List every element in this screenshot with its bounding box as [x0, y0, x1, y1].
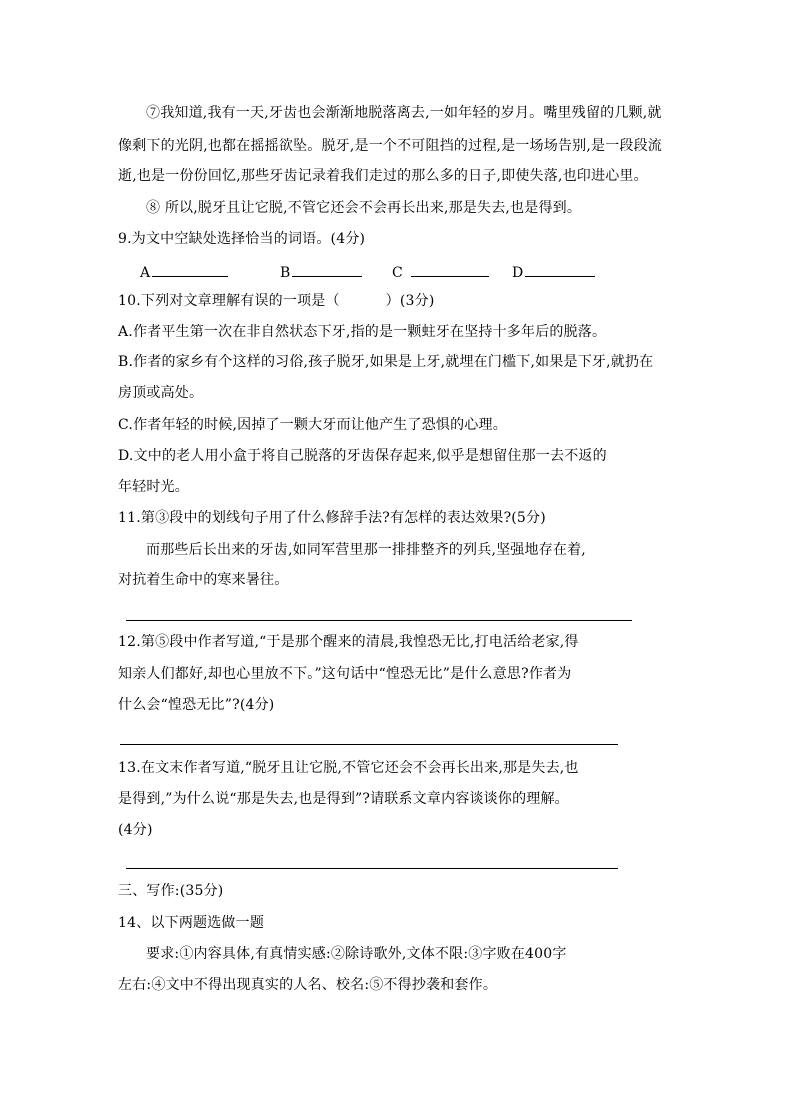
blank-a-underline — [152, 262, 228, 277]
question-10-stem-text: 10.下列对文章理解有误的一项是（ — [118, 293, 340, 309]
question-10-option-b-line1: B.作者的家乡有个这样的习俗,孩子脱牙,如果是上牙,就埋在门槛下,如果是下牙,就扔在 — [118, 354, 654, 370]
blank-d-underline — [525, 262, 595, 277]
question-10-option-d-line1: D.文中的老人用小盒于将自己脱落的牙齿保存起来,似乎是想留住那一去不返的 — [118, 448, 607, 464]
question-13-line2: 是得到,”为什么说“那是失去,也是得到”?请联系文章内容谈谈你的理解。 — [118, 791, 569, 807]
question-12-line1: 12.第⑤段中作者写道,“于是那个醒来的清晨,我惶恐无比,打电活给老家,得 — [118, 634, 579, 650]
question-14-requirements-line2: 左右:④文中不得出现真实的人名、校名:⑤不得抄袭和套作。 — [118, 977, 498, 993]
passage-p7-line1: ⑦我知道,我有一天,牙齿也会渐渐地脱落离去,一如年轻的岁月。嘴里残留的几颗,就 — [146, 105, 662, 121]
question-11-quote-line1: 而那些后长出来的牙齿,如同军营里那一排排整齐的列兵,坚强地存在着, — [146, 542, 586, 558]
blank-d[interactable] — [512, 262, 595, 283]
blank-b[interactable] — [280, 262, 362, 283]
blank-c-underline — [411, 262, 489, 277]
passage-p7-line2: 像剩下的光阴,也都在摇摇欲坠。脱牙,是一个不可阻挡的过程,是一场场告别,是一段段流 — [118, 138, 662, 154]
blank-b-label: B — [280, 265, 291, 281]
blank-a[interactable] — [140, 262, 228, 283]
question-10-points: ）(3分) — [385, 293, 435, 309]
question-14-requirements-line1: 要求:①内容具体,有真情实感:②除诗歌外,文体不限:③字败在400字 — [146, 946, 567, 962]
question-10-option-d-line2: 年轻时光。 — [118, 479, 189, 495]
question-13-line1: 13.在文末作者写道,“脱牙且让它脱,不管它还会不会再长出来,那是失去,也 — [118, 760, 579, 776]
passage-p8-line1: ⑧ 所以,脱牙且让它脱,不管它还会不会再长出来,那是失去,也是得到。 — [146, 200, 582, 216]
section-3-heading: 三、写作:(35分) — [118, 883, 224, 899]
question-10-option-c: C.作者年轻的时候,因掉了一颗大牙而让他产生了恐惧的心理。 — [118, 417, 507, 433]
question-11-quote-line2: 对抗着生命中的寒来暑往。 — [118, 572, 289, 588]
question-11-stem: 11.第③段中的划线句子用了什么修辞手法?有怎样的表达效果?(5分) — [118, 510, 546, 526]
question-12-answer-line[interactable] — [120, 744, 618, 745]
question-9-stem: 9.为文中空缺处选择恰当的词语。(4分) — [118, 231, 366, 247]
question-11-answer-line[interactable] — [126, 620, 632, 621]
blank-c-label: C — [392, 265, 403, 281]
question-10-option-a: A.作者平生第一次在非自然状态下牙,指的是一颗蛀牙在坚持十多年后的脱落。 — [118, 324, 607, 340]
question-13-line3: (4分) — [118, 822, 153, 838]
question-10-option-b-line2: 房顶或高处。 — [118, 385, 204, 401]
passage-p7-line3: 逝,也是一份份回忆,那些牙齿记录着我们走过的那么多的日子,即使失落,也印进心里。 — [118, 168, 648, 184]
question-12-line3: 什么会“惶恐无比”?(4分) — [118, 697, 275, 713]
blank-a-label: A — [140, 265, 151, 281]
question-13-answer-line[interactable] — [126, 868, 618, 869]
question-14-stem: 14、以下两题选做一题 — [118, 915, 265, 931]
question-12-line2: 知亲人们都好,却也心里放不下。”这句话中“惶恐无比”是什么意思?作者为 — [118, 666, 572, 682]
blank-d-label: D — [512, 265, 524, 281]
blank-b-underline — [292, 262, 362, 277]
question-10-stem — [118, 291, 435, 311]
blank-c[interactable] — [392, 262, 489, 283]
